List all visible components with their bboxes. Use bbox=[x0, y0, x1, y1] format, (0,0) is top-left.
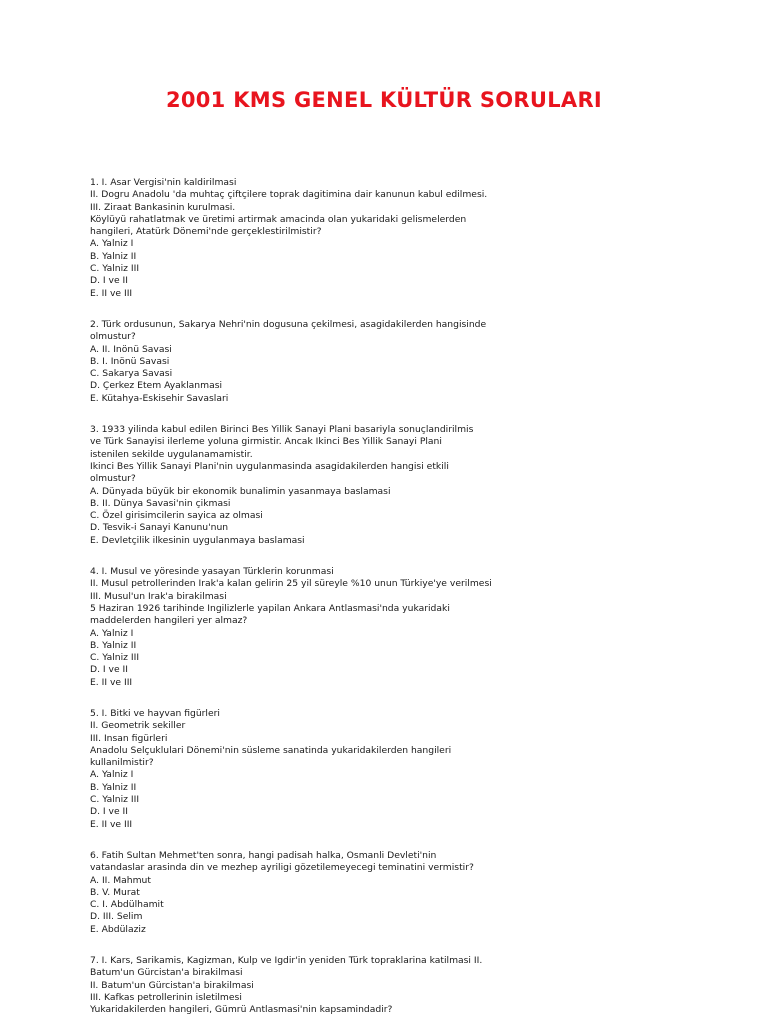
answer-option: B. V. Murat bbox=[90, 886, 140, 898]
question-1 bbox=[90, 177, 730, 300]
answer-option: A. Yalniz I bbox=[90, 238, 134, 250]
question-text-line: ve Türk Sanayisi ilerleme yoluna girmistir. Ancak Ikinci Bes Yillik Sanayi Plani bbox=[90, 436, 442, 448]
question-text-line: hangileri, Atatürk Dönemi'nde gerçeklestirilmistir? bbox=[90, 226, 322, 238]
question-text-line: olmustur? bbox=[90, 331, 136, 343]
question-list bbox=[90, 177, 730, 1017]
question-text-line: kullanilmistir? bbox=[90, 757, 154, 769]
answer-option: C. Yalniz III bbox=[90, 794, 140, 806]
question-text-line: II. Batum'un Gürcistan'a birakilmasi bbox=[90, 979, 254, 991]
answer-option: E. II ve III bbox=[90, 287, 133, 299]
question-text-line: 3. 1933 yilinda kabul edilen Birinci Bes Yillik Sanayi Plani basariyla sonuçlandirilmis bbox=[90, 424, 474, 436]
question-text-line: 4. I. Musul ve yöresinde yasayan Türklerin korunmasi bbox=[90, 566, 334, 578]
question-text-line: III. Kafkas petrollerinin isletilmesi bbox=[90, 991, 242, 1003]
question-text-line: III. Ziraat Bankasinin kurulmasi. bbox=[90, 201, 236, 213]
answer-option: E. Abdülaziz bbox=[90, 923, 146, 935]
answer-option: E. II ve III bbox=[90, 676, 133, 688]
answer-option: A. Dünyada büyük bir ekonomik bunalimin yasanmaya baslamasi bbox=[90, 485, 391, 497]
question-7 bbox=[90, 955, 730, 1016]
question-text-line: 1. I. Asar Vergisi'nin kaldirilmasi bbox=[90, 177, 237, 188]
answer-option: E. Devletçilik ilkesinin uygulanmaya baslamasi bbox=[90, 534, 305, 546]
question-text-line: 5 Haziran 1926 tarihinde Ingilizlerle yapilan Ankara Antlasmasi'nda yukaridaki bbox=[90, 602, 450, 614]
question-text-line: vatandaslar arasinda din ve mezhep ayriligi gözetilemeyecegi teminatini vermistir? bbox=[90, 862, 474, 874]
answer-option: B. Yalniz II bbox=[90, 250, 137, 262]
question-text-line: 2. Türk ordusunun, Sakarya Nehri'nin dogusuna çekilmesi, asagidakilerden hangisinde bbox=[90, 318, 487, 330]
answer-option: B. Yalniz II bbox=[90, 781, 137, 793]
question-4 bbox=[90, 566, 730, 689]
question-6 bbox=[90, 850, 730, 936]
answer-option: E. II ve III bbox=[90, 818, 133, 830]
answer-option: D. Çerkez Etem Ayaklanmasi bbox=[90, 380, 223, 392]
question-text-line: 5. I. Bitki ve hayvan figürleri bbox=[90, 707, 220, 719]
question-text-line: 6. Fatih Sultan Mehmet'ten sonra, hangi padisah halka, Osmanli Devleti'nin bbox=[90, 849, 437, 861]
question-text-line: II. Musul petrollerinden Irak'a kalan gelirin 25 yil süreyle %10 unun Türkiye'ye verilmesi bbox=[90, 578, 492, 590]
answer-option: D. Tesvik-i Sanayi Kanunu'nun bbox=[90, 522, 229, 534]
answer-option: C. I. Abdülhamit bbox=[90, 899, 164, 911]
question-text-line: Yukaridakilerden hangileri, Gümrü Antlasmasi'nin kapsamindadir? bbox=[90, 1004, 393, 1016]
question-text-line: maddelerden hangileri yer almaz? bbox=[90, 615, 248, 627]
question-text-line: II. Dogru Anadolu 'da muhtaç çiftçilere toprak dagitimina dair kanunun kabul edilmesi. bbox=[90, 189, 488, 201]
answer-option: B. Yalniz II bbox=[90, 639, 137, 651]
question-3 bbox=[90, 424, 730, 547]
answer-option: E. Kütahya-Eskisehir Savaslari bbox=[90, 392, 229, 404]
answer-option: D. I ve II bbox=[90, 806, 128, 818]
answer-option: C. Yalniz III bbox=[90, 263, 140, 275]
question-text-line: III. Insan figürleri bbox=[90, 732, 168, 744]
answer-option: B. I. Inönü Savasi bbox=[90, 355, 170, 367]
answer-option: C. Özel girisimcilerin sayica az olmasi bbox=[90, 510, 263, 522]
question-2 bbox=[90, 319, 730, 405]
answer-option: D. I ve II bbox=[90, 664, 128, 676]
answer-option: B. II. Dünya Savasi'nin çikmasi bbox=[90, 497, 231, 509]
question-text-line: Batum'un Gürcistan'a birakilmasi bbox=[90, 967, 243, 979]
answer-option: D. I ve II bbox=[90, 275, 128, 287]
question-text-line: 7. I. Kars, Sarikamis, Kagizman, Kulp ve Igdir'in yeniden Türk topraklarina katilmasi II. bbox=[90, 955, 483, 967]
answer-option: A. II. Mahmut bbox=[90, 874, 151, 886]
answer-option: A. Yalniz I bbox=[90, 627, 134, 639]
question-text-line: olmustur? bbox=[90, 473, 136, 485]
question-5 bbox=[90, 708, 730, 831]
answer-option: C. Yalniz III bbox=[90, 652, 140, 664]
question-text-line: istenilen sekilde uygulanamamistir. bbox=[90, 448, 253, 460]
question-text-line: Köylüyü rahatlatmak ve üretimi artirmak amacinda olan yukaridaki gelismelerden bbox=[90, 213, 467, 225]
answer-option: D. III. Selim bbox=[90, 911, 143, 923]
question-text-line: II. Geometrik sekiller bbox=[90, 720, 186, 732]
answer-option: C. Sakarya Savasi bbox=[90, 368, 173, 380]
question-text-line: Ikinci Bes Yillik Sanayi Plani'nin uygulanmasinda asagidakilerden hangisi etkili bbox=[90, 460, 449, 472]
question-text-line: Anadolu Selçuklulari Dönemi'nin süsleme sanatinda yukaridakilerden hangileri bbox=[90, 744, 452, 756]
answer-option: A. II. Inönü Savasi bbox=[90, 343, 172, 355]
answer-option: A. Yalniz I bbox=[90, 769, 134, 781]
document-title: 2001 KMS GENEL KÜLTÜR SORULARI bbox=[165, 88, 603, 112]
question-text-line: III. Musul'un Irak'a birakilmasi bbox=[90, 590, 227, 602]
